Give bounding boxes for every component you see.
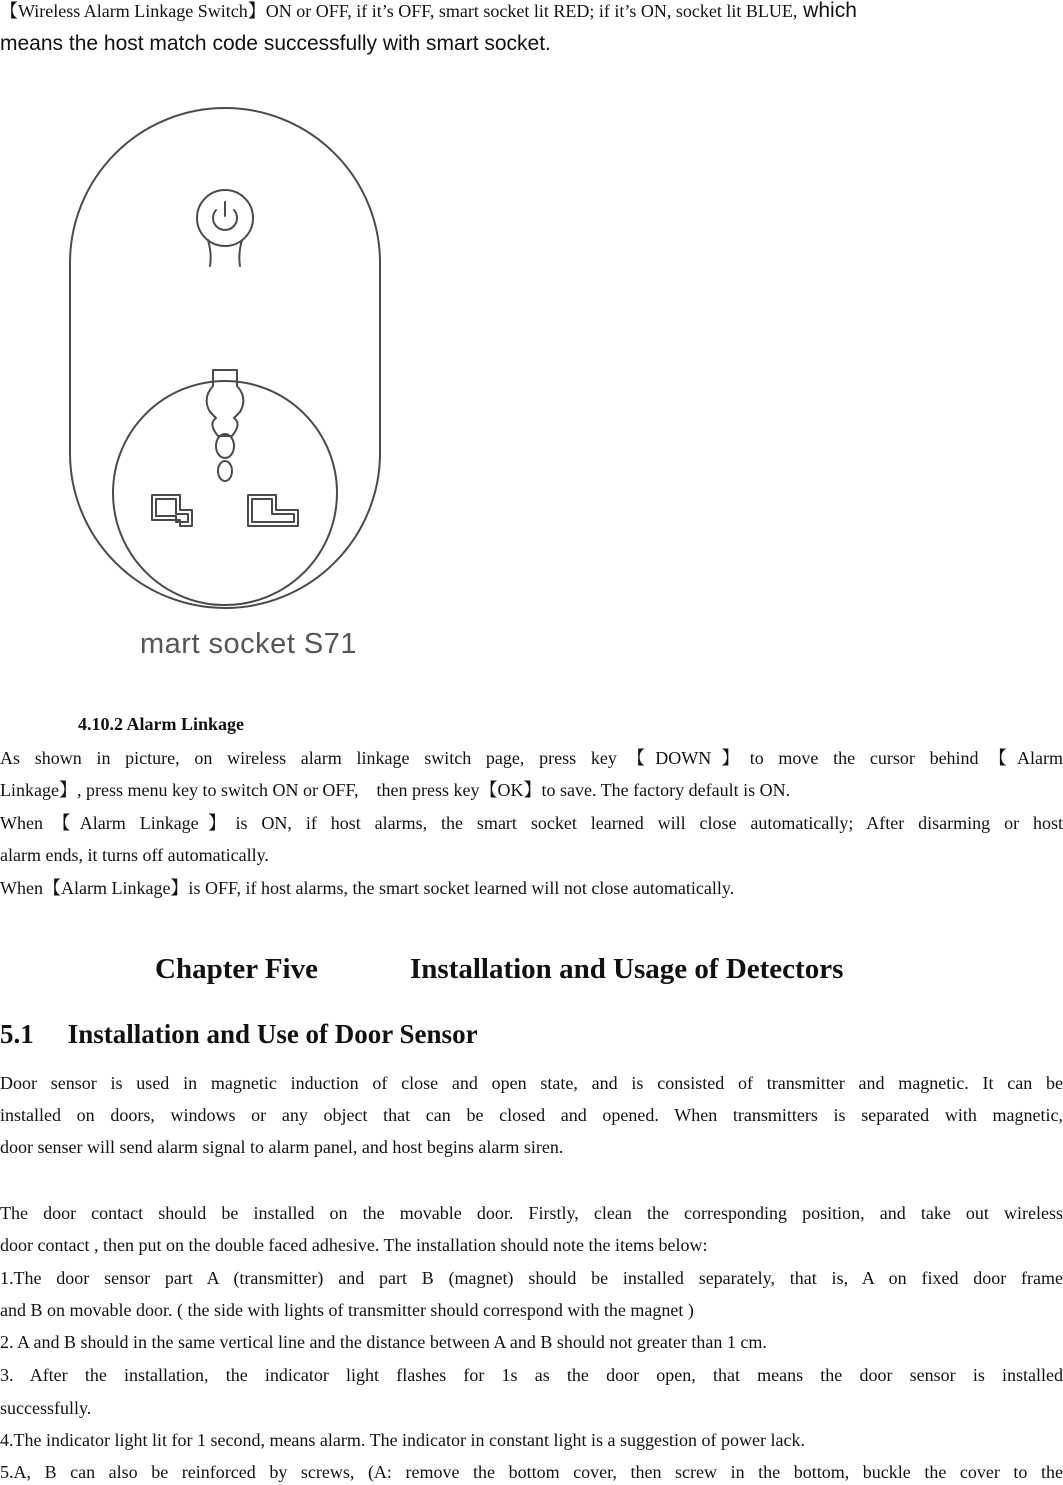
figure-caption: mart socket S71 [140,628,358,660]
chapter-title-right: Installation and Usage of Detectors [410,953,844,985]
paragraph-line: 5.A, B can also be reinforced by screws, (A: remove the bottom cover, then screw in the bottom, buckle the cover to the [0,1462,1063,1482]
paragraph-line: successfully. [0,1398,92,1418]
paragraph-line: When【Alarm Linkage】is ON, if host alarms, the smart socket learned will close automatically; After disarming or host [0,813,1063,833]
paragraph-line: 1.The door sensor part A (transmitter) and part B (magnet) should be installed separately, that is, A on fixed door frame [0,1268,1063,1288]
paragraph-line: door senser will send alarm signal to alarm panel, and host begins alarm siren. [0,1137,564,1157]
paragraph-line: When【Alarm Linkage】is OFF, if host alarms, the smart socket learned will not close automatically. [0,878,735,898]
intro-line-1-main: 【Wireless Alarm Linkage Switch】ON or OFF, if it’s OFF, smart socket lit RED; if it’s ON, socket lit BLUE, [0,1,798,21]
smart-socket-figure [60,78,400,623]
socket-body-outline [70,108,380,608]
intro-line-1-end: which [797,0,857,22]
paragraph-line: installed on doors, windows or any object that can be closed and opened. When transmitters is separated with magnetic, [0,1105,1063,1125]
section-number: 5.1 [0,1019,34,1049]
intro-line-2: means the host match code successfully with smart socket. [0,33,551,55]
paragraph-line: door contact , then put on the double faced adhesive. The installation should note the items below: [0,1235,708,1255]
paragraph-line: Linkage】, press menu key to switch ON or OFF, then press key【OK】to save. The factory default is ON. [0,780,791,800]
section-heading-4-10-2: 4.10.2 Alarm Linkage [78,714,245,734]
section-title: Installation and Use of Door Sensor [67,1019,478,1049]
paragraph-line: 4.The indicator light lit for 1 second, means alarm. The indicator in constant light is a suggestion of power lack. [0,1430,805,1450]
intro-line-1 [0,0,1063,22]
paragraph-line: As shown in picture, on wireless alarm linkage switch page, press key【DOWN】to move the cursor behind【Alarm [0,748,1063,768]
universal-socket-icon [113,370,337,605]
power-icon [197,190,253,266]
paragraph-line: Door sensor is used in magnetic induction of close and open state, and is consisted of transmitter and magnetic. It can be [0,1073,1063,1093]
paragraph-line: 3. After the installation, the indicator light flashes for 1s as the door open, that means the door sensor is installed [0,1365,1063,1385]
section-heading-5-1 [0,1018,478,1050]
paragraph-line: and B on movable door. ( the side with lights of transmitter should correspond with the magnet ) [0,1300,694,1320]
paragraph-line: 2. A and B should in the same vertical line and the distance between A and B should not greater than 1 cm. [0,1332,767,1352]
smart-socket-illustration [60,78,400,618]
chapter-title-left: Chapter Five [155,953,318,985]
paragraph-line: The door contact should be installed on the movable door. Firstly, clean the corresponding position, and take out wireless [0,1203,1063,1223]
paragraph-line: alarm ends, it turns off automatically. [0,845,269,865]
